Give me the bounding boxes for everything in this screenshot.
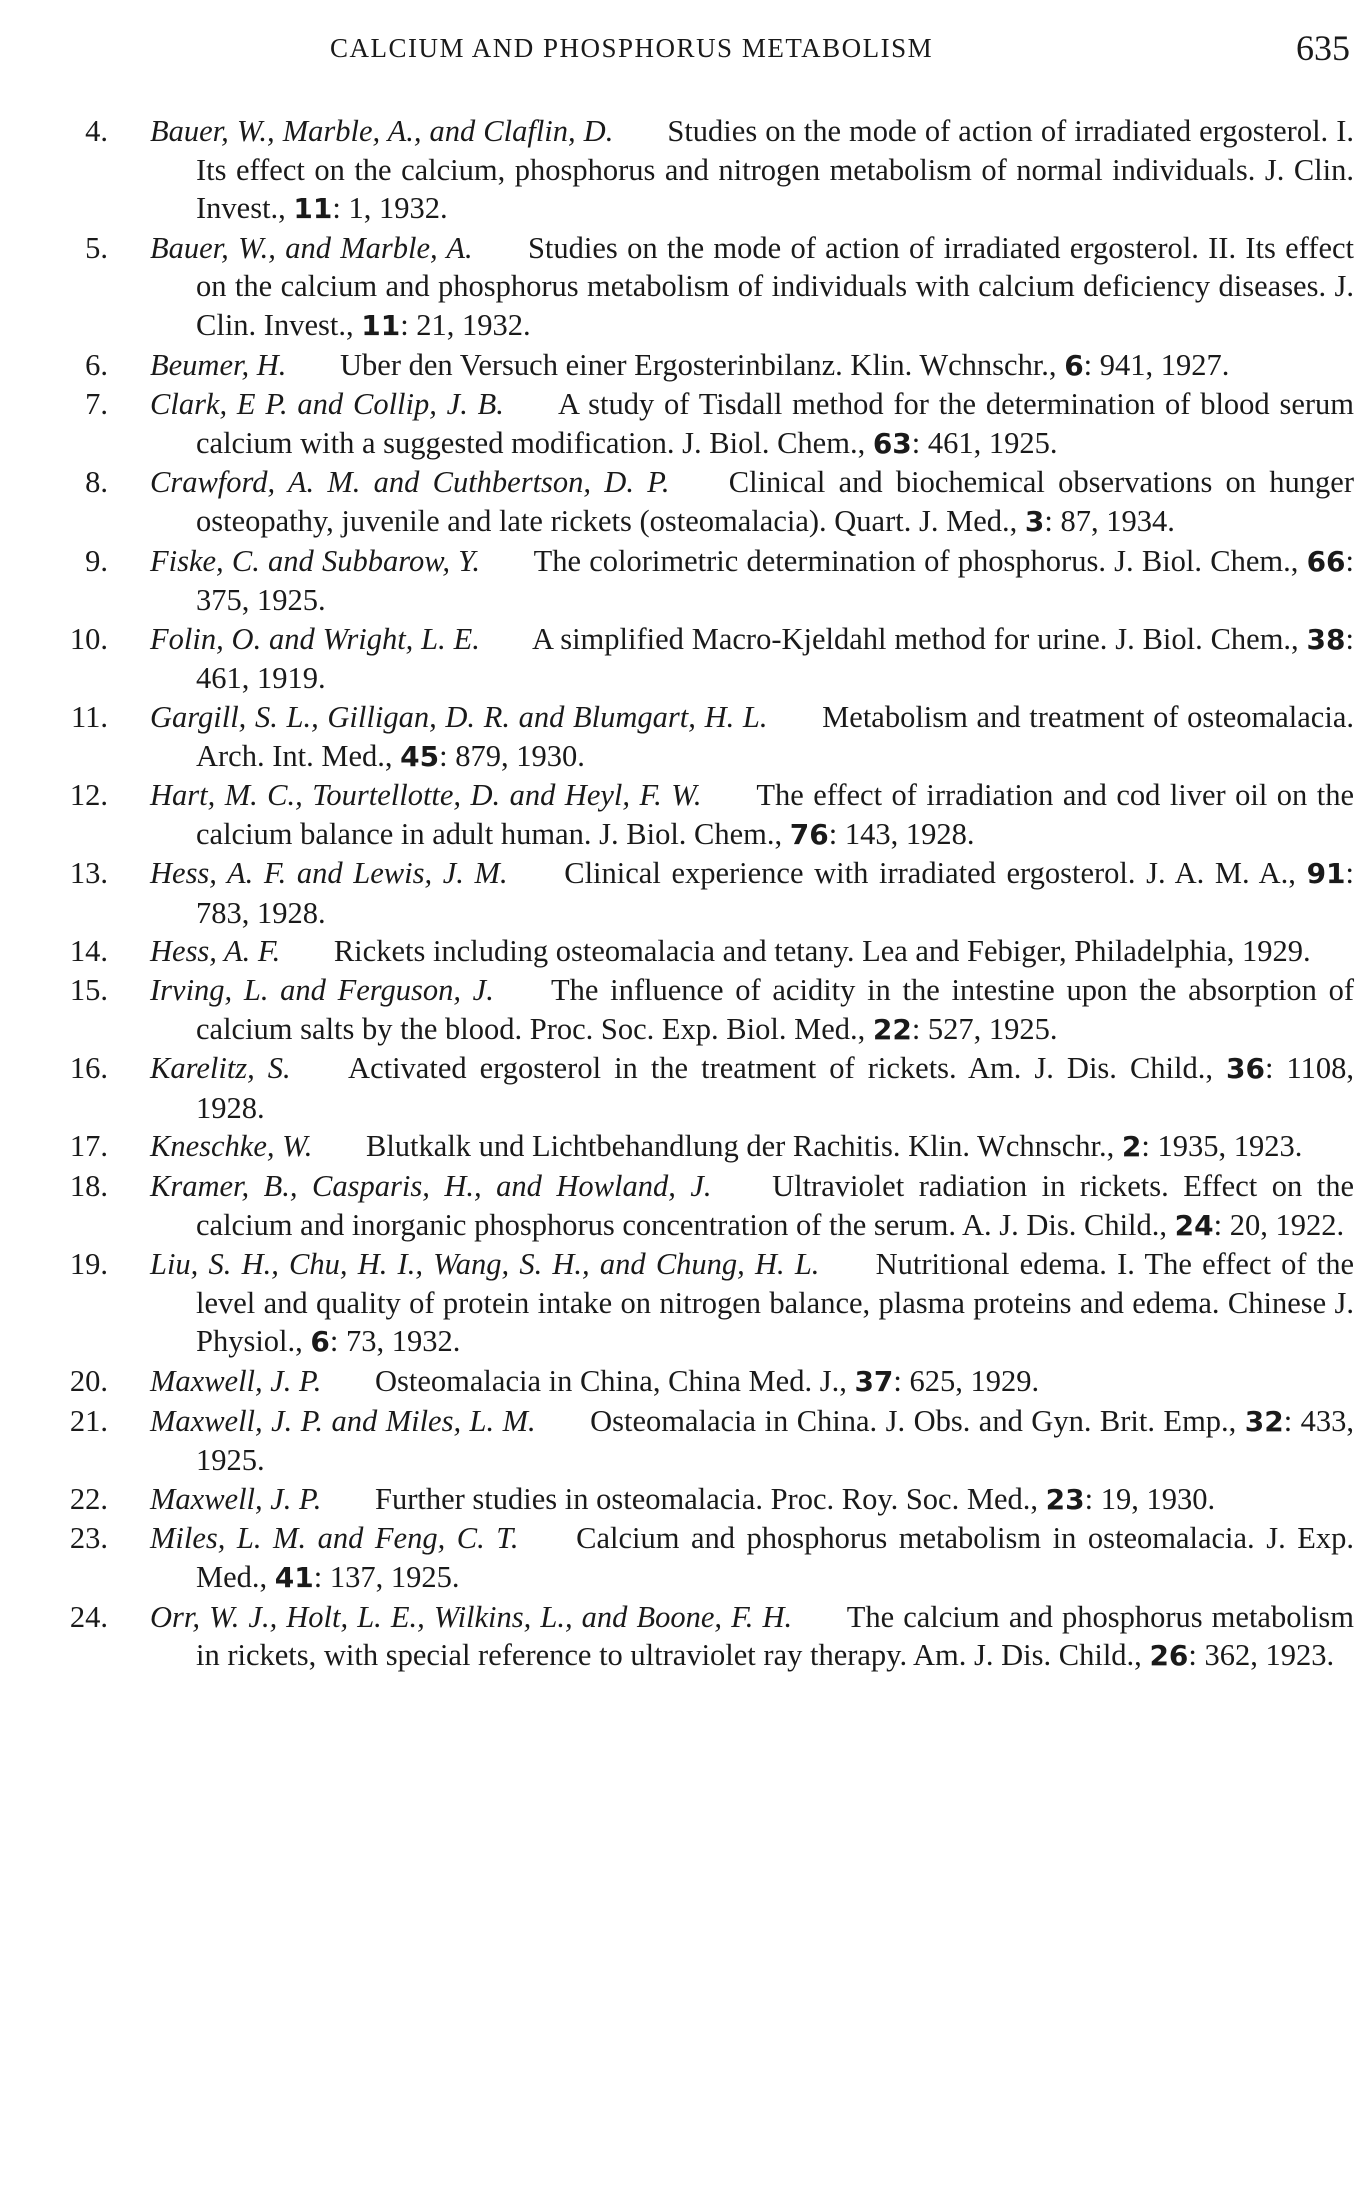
reference-authors: Clark, E P. and Collip, J. B. — [150, 387, 504, 422]
reference-18 — [36, 1167, 1354, 1245]
running-head — [0, 28, 1368, 68]
reference-pages: : 1108, 1928. — [196, 1051, 1354, 1125]
reference-pages: : 879, 1930. — [439, 738, 585, 773]
reference-9 — [36, 542, 1354, 620]
reference-pages: : 87, 1934. — [1044, 503, 1175, 538]
reference-volume: 6 — [310, 1325, 330, 1359]
reference-number: 23. — [69, 1521, 108, 1556]
reference-volume: 38 — [1306, 622, 1346, 656]
reference-volume: 26 — [1149, 1639, 1189, 1673]
reference-text: Further studies in osteomalacia. Proc. Roy. Soc. Med., — [375, 1481, 1039, 1516]
reference-number: 11. — [71, 699, 108, 734]
reference-17 — [36, 1127, 1354, 1167]
reference-list — [36, 112, 1354, 1676]
reference-text: Metabolism and treatment of osteomalacia. Arch. Int. Med., — [196, 699, 1354, 773]
reference-authors: Gargill, S. L., Gilligan, D. R. and Blumgart, H. L. — [150, 699, 768, 734]
reference-pages: : 1, 1932. — [332, 191, 448, 226]
reference-14 — [36, 932, 1354, 971]
reference-number: 9. — [85, 543, 108, 578]
reference-text: Clinical and biochemical observations on hunger osteopathy, juvenile and late rickets (osteomalacia). Quart. J. Med., — [196, 465, 1354, 538]
reference-volume: 91 — [1306, 857, 1346, 891]
reference-text: Blutkalk und Lichtbehandlung der Rachitis. Klin. Wchnschr., — [365, 1129, 1115, 1164]
reference-number: 14. — [69, 934, 108, 969]
reference-authors: Maxwell, J. P. — [150, 1364, 322, 1398]
reference-pages: : 73, 1932. — [329, 1324, 461, 1359]
reference-pages: : 783, 1928. — [196, 856, 1355, 930]
page-number: 635 — [1296, 28, 1350, 68]
reference-volume: 66 — [1306, 544, 1346, 578]
reference-number: 5. — [85, 230, 108, 265]
reference-authors: Maxwell, J. P. and Miles, L. M. — [150, 1403, 536, 1438]
reference-volume: 45 — [400, 739, 440, 773]
reference-authors: Folin, O. and Wright, L. E. — [150, 621, 480, 656]
reference-number: 22. — [69, 1481, 108, 1516]
reference-number: 10. — [69, 621, 108, 656]
reference-pages: : 461, 1919. — [196, 621, 1354, 696]
reference-pages: : 21, 1932. — [400, 307, 531, 342]
reference-volume: 23 — [1045, 1482, 1085, 1516]
reference-number: 15. — [69, 973, 108, 1008]
reference-volume: 41 — [274, 1560, 314, 1594]
reference-pages: : 625, 1929. — [893, 1364, 1040, 1398]
reference-12 — [36, 776, 1354, 854]
reference-number: 13. — [69, 856, 108, 891]
reference-authors: Fiske, C. and Subbarow, Y. — [150, 543, 480, 578]
reference-pages: : 941, 1927. — [1083, 347, 1230, 382]
reference-text: A study of Tisdall method for the determination of blood serum calcium with a suggested modification. J. Biol. Chem., — [196, 387, 1355, 460]
reference-number: 16. — [69, 1051, 108, 1086]
reference-pages: : 20, 1922. — [1213, 1207, 1345, 1242]
reference-authors: Beumer, H. — [150, 347, 287, 382]
reference-authors: Hess, A. F. — [150, 934, 281, 969]
reference-text: Uber den Versuch einer Ergosterinbilanz. Klin. Wchnschr., — [340, 347, 1057, 382]
reference-15 — [36, 971, 1354, 1049]
reference-number: 19. — [69, 1247, 108, 1282]
reference-authors: Bauer, W., and Marble, A. — [150, 230, 473, 265]
reference-20 — [36, 1362, 1354, 1402]
reference-volume: 2 — [1121, 1130, 1142, 1164]
reference-pages: : 375, 1925. — [196, 543, 1355, 618]
reference-text: The effect of irradiation and cod liver oil on the calcium balance in adult human. J. Biol. Chem., — [196, 778, 1354, 851]
reference-pages: : 1935, 1923. — [1141, 1129, 1303, 1164]
reference-text: Ultraviolet radiation in rickets. Effect on the calcium and inorganic phosphorus concentration of the serum. A. J. Dis. Child., — [196, 1169, 1355, 1242]
reference-number: 17. — [69, 1129, 108, 1164]
reference-volume: 22 — [872, 1012, 912, 1046]
reference-number: 6. — [85, 347, 108, 382]
reference-number: 7. — [85, 387, 108, 422]
reference-volume: 32 — [1244, 1404, 1284, 1438]
reference-text: Nutritional edema. I. The effect of the level and quality of protein intake on nitrogen balance, plasma proteins and edema. Chinese J. Physiol., — [196, 1247, 1355, 1359]
reference-11 — [36, 698, 1354, 776]
reference-pages: : 143, 1928. — [828, 816, 975, 851]
reference-number: 21. — [69, 1403, 108, 1438]
reference-number: 20. — [69, 1364, 108, 1398]
reference-authors: Maxwell, J. P. — [150, 1481, 322, 1516]
reference-5 — [36, 229, 1354, 346]
reference-authors: Bauer, W., Marble, A., and Claflin, D. — [150, 114, 614, 148]
reference-volume: 37 — [854, 1365, 894, 1398]
reference-pages: : 527, 1925. — [911, 1011, 1058, 1046]
reference-text: Osteomalacia in China. J. Obs. and Gyn. Brit. Emp., — [590, 1403, 1237, 1438]
reference-authors: Miles, L. M. and Feng, C. T. — [150, 1521, 519, 1556]
reference-authors: Kneschke, W. — [150, 1129, 313, 1164]
running-title: CALCIUM AND PHOSPHORUS METABOLISM — [330, 33, 934, 63]
reference-pages: : 433, 1925. — [196, 1403, 1355, 1478]
reference-volume: 36 — [1226, 1052, 1265, 1086]
reference-authors: Liu, S. H., Chu, H. I., Wang, S. H., and Chung, H. L. — [150, 1247, 820, 1282]
reference-pages: : 137, 1925. — [313, 1559, 460, 1594]
reference-volume: 24 — [1174, 1208, 1214, 1242]
reference-text: Studies on the mode of action of irradiated ergosterol. II. Its effect on the calcium and phosphorus metabolism of individuals with calcium deficiency diseases. J. Clin. Invest., — [196, 230, 1354, 342]
reference-authors: Hart, M. C., Tourtellotte, D. and Heyl, F. W. — [150, 778, 702, 813]
reference-volume: 11 — [361, 308, 401, 342]
reference-number: 12. — [69, 778, 108, 813]
reference-authors: Kramer, B., Casparis, H., and Howland, J. — [150, 1169, 712, 1204]
reference-7 — [36, 385, 1354, 463]
reference-text: Studies on the mode of action of irradiated ergosterol. I. Its effect on the calcium, phosphorus and nitrogen metabolism of normal individuals. J. Clin. Invest., — [196, 114, 1354, 226]
reference-text: The influence of acidity in the intestine upon the absorption of calcium salts by the blood. Proc. Soc. Exp. Biol. Med., — [196, 973, 1355, 1046]
reference-authors: Orr, W. J., Holt, L. E., Wilkins, L., and Boone, F. H. — [150, 1599, 793, 1634]
reference-authors: Karelitz, S. — [150, 1051, 291, 1086]
reference-16 — [36, 1049, 1354, 1127]
reference-text: Clinical experience with irradiated ergosterol. J. A. M. A., — [564, 856, 1296, 891]
reference-text: Osteomalacia in China, China Med. J., — [375, 1364, 847, 1398]
reference-23 — [36, 1519, 1354, 1597]
reference-volume: 11 — [293, 192, 333, 226]
reference-22 — [36, 1480, 1354, 1520]
reference-pages: : 461, 1925. — [911, 425, 1058, 460]
reference-6 — [36, 346, 1354, 386]
reference-volume: 6 — [1064, 348, 1084, 382]
reference-13 — [36, 854, 1354, 932]
reference-volume: 76 — [789, 817, 829, 851]
reference-text: A simplified Macro-Kjeldahl method for urine. J. Biol. Chem., — [532, 621, 1299, 656]
reference-19 — [36, 1245, 1354, 1362]
reference-authors: Crawford, A. M. and Cuthbertson, D. P. — [150, 465, 670, 500]
reference-21 — [36, 1402, 1354, 1480]
reference-24 — [36, 1598, 1354, 1676]
reference-text: Activated ergosterol in the treatment of rickets. Am. J. Dis. Child., — [348, 1051, 1213, 1086]
reference-8 — [36, 463, 1354, 541]
reference-text: Rickets including osteomalacia and tetany. Lea and Febiger, Philadelphia, 1929. — [333, 934, 1311, 969]
reference-number: 8. — [85, 465, 108, 500]
reference-10 — [36, 620, 1354, 698]
reference-4 — [36, 112, 1354, 229]
reference-pages: : 362, 1923. — [1188, 1638, 1335, 1673]
reference-number: 4. — [85, 114, 108, 148]
reference-text: Calcium and phosphorus metabolism in osteomalacia. J. Exp. Med., — [196, 1521, 1355, 1594]
reference-authors: Irving, L. and Ferguson, J. — [150, 973, 494, 1008]
reference-volume: 3 — [1024, 504, 1045, 538]
reference-pages: : 19, 1930. — [1084, 1481, 1216, 1516]
reference-number: 18. — [69, 1169, 108, 1204]
reference-text: The calcium and phosphorus metabolism in rickets, with special reference to ultraviolet ray therapy. Am. J. Dis. Child., — [196, 1599, 1354, 1673]
reference-text: The colorimetric determination of phosphorus. J. Biol. Chem., — [533, 543, 1299, 578]
reference-volume: 63 — [872, 426, 912, 460]
reference-number: 24. — [69, 1599, 108, 1634]
reference-authors: Hess, A. F. and Lewis, J. M. — [150, 856, 508, 891]
